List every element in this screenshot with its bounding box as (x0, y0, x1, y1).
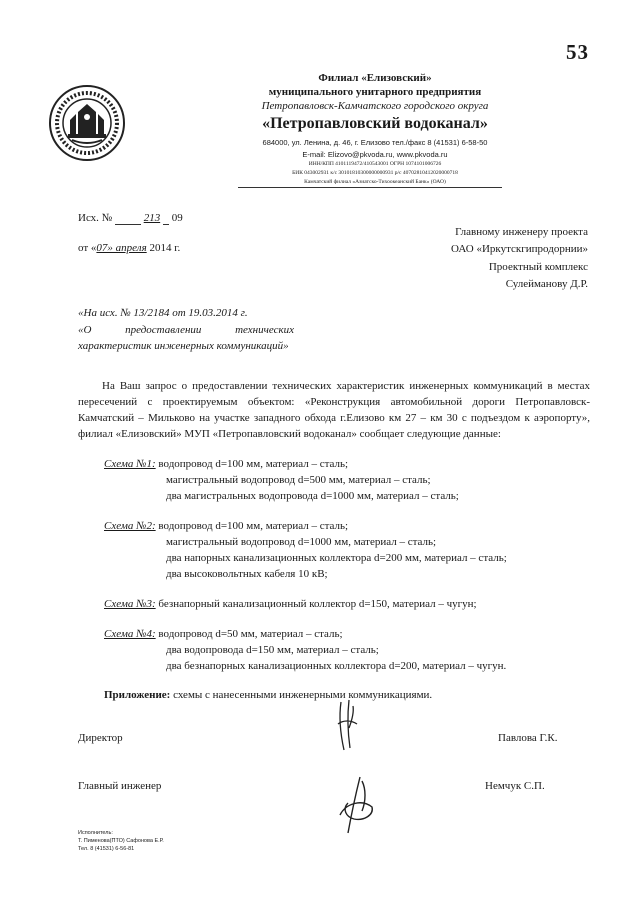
enterprise-type: муниципального унитарного предприятия (268, 86, 482, 98)
scheme-1-line-3: два магистральных водопровода d=1000 мм, материал – сталь; (166, 490, 459, 502)
scheme-4-line-1: водопровод d=50 мм, материал – сталь; (158, 628, 343, 640)
page-number: 53 (566, 40, 589, 64)
outgoing-number (78, 212, 183, 225)
branch-name: Филиал «Елизовский» (318, 72, 432, 84)
scheme-4 (104, 628, 343, 640)
scheme-1 (104, 458, 348, 470)
company-tax-ids: ИНН/КПП 4101119472/410543001 ОГРН 1074101006726 (308, 161, 442, 167)
scheme-2 (104, 520, 348, 532)
outgoing-date-year: 2014 г. (149, 242, 181, 254)
scheme-3 (104, 598, 477, 610)
outgoing-number-suffix: 09 (171, 212, 183, 224)
scheme-4-line-2: два водопровода d=150 мм, материал – сталь; (166, 644, 379, 656)
director-name: Павлова Г.К. (498, 732, 558, 744)
company-email: E-mail: Elizovo@pkvoda.ru, www.pkvoda.ru (302, 150, 448, 159)
outgoing-number-label: Исх. № (78, 212, 113, 224)
executor-label: Исполнитель: (78, 830, 113, 836)
scheme-3-label: Схема №3: (104, 598, 156, 610)
outgoing-number-value: 213 (143, 212, 161, 224)
attachment (104, 689, 432, 701)
company-bank-name: Камчатский филиал «Азиатско-Тихоокеанский Банк» (ОАО) (304, 179, 446, 185)
director-signature (335, 698, 359, 753)
chief-engineer-title: Главный инженер (78, 780, 162, 792)
scheme-2-line-4: два высоковольтных кабеля 10 кВ; (166, 568, 328, 580)
executor-phone: Тел. 8 (41531) 6-56-81 (78, 846, 135, 852)
company-address: 684000, ул. Ленина, д. 46, г. Елизово тел./факс 8 (41531) 6-58-50 (262, 138, 488, 147)
chief-engineer-name: Немчук С.П. (485, 780, 545, 792)
scheme-3-line-1: безнапорный канализационный коллектор d=150, материал – чугун; (158, 598, 477, 610)
scheme-4-label: Схема №4: (104, 628, 156, 640)
addressee-name: Сулейманову Д.Р. (505, 278, 588, 290)
reference-number: «На исх. № 13/2184 от 19.03.2014 г. (78, 307, 248, 319)
outgoing-date (78, 242, 180, 254)
scheme-4-line-3: два безнапорных канализационных коллектора d=200, материал – чугун. (166, 660, 507, 672)
outgoing-date-value: 07» апреля (96, 242, 147, 254)
outgoing-date-label: от « (78, 242, 97, 254)
addressee-position: Главному инженеру проекта (455, 226, 588, 238)
chief-engineer-signature (332, 775, 378, 837)
reference-subject: «О предоставлении технических характеристик инженерных коммуникаций» (78, 324, 294, 352)
addressee-organization: ОАО «Иркутскгипродорнии» (450, 243, 588, 255)
letter-paragraph: На Ваш запрос о предоставлении технических характеристик инженерных коммуникаций в местах пересечений с проектируемым объектом: «Реконструкция автомобильной дороги Петропавловск-Камчатский – Мильково на участке западного обхода г.Елизово км 27 – км 30 с подъездом к аэропорту», филиал «Елизовский» МУП «Петропавловский водоканал» сообщает следующие данные: (78, 380, 590, 440)
city-district: Петропавловск-Камчатского городского округа (261, 100, 489, 112)
director-title: Директор (78, 732, 123, 744)
scheme-2-line-1: водопровод d=100 мм, материал – сталь; (158, 520, 349, 532)
attachment-text: схемы с нанесенными инженерными коммуникациями. (173, 689, 433, 701)
addressee-department: Проектный комплекс (488, 261, 588, 273)
attachment-label: Приложение: (104, 689, 171, 701)
scheme-1-line-2: магистральный водопровод d=500 мм, материал – сталь; (166, 474, 431, 486)
scheme-2-line-3: два напорных канализационных коллектора d=200 мм, материал – сталь; (166, 552, 507, 564)
scheme-2-label: Схема №2: (104, 520, 156, 532)
company-bank-details: БИК 043002931 к/с 30101810300000000931 р/с 40702810412020000718 (292, 170, 458, 176)
company-name: «Петропавловский водоканал» (262, 115, 488, 132)
executor-name: Т. Пименова(ПТО) Сафонова Е.Р. (78, 838, 164, 844)
company-logo-emblem (48, 84, 126, 162)
scheme-2-line-2: магистральный водопровод d=1000 мм, материал – сталь; (166, 536, 437, 548)
scheme-1-line-1: водопровод d=100 мм, материал – сталь; (158, 458, 349, 470)
scheme-1-label: Схема №1: (104, 458, 156, 470)
letterhead-divider (238, 187, 502, 188)
